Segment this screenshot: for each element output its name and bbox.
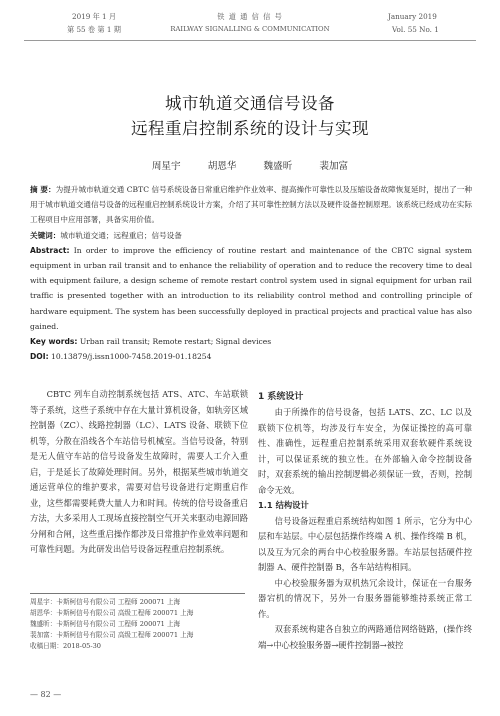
footnote-line: 魏盛昕：卡斯柯信号有限公司 工程师 200071 上海 [30,620,181,628]
body-paragraph: 由于所操作的信号设备，包括 LATS、ZC、LC 以及联锁下位机等，均涉及行车安全，为保证操控的高可靠性、准确性，远程重启控制系统采用双套软硬件系统设计，可以保证系统的独立性。在外部输入命令控制设备时，双套系统的输出控制逻辑必须保证一致，否则，控制命令无效。 [258,407,472,495]
journal-name-en: RAILWAY SIGNALLING & COMMUNICATION [170,25,330,33]
abstract-en-text: In order to improve the efficiency of routine restart and maintenance of the CBTC signal system equipment in urban rail transit and to enhance the reliability of operation and to reduce the recovery time to deal with equipment failure, a design scheme of remote restart control system used in signal equipment for urban rail traffic is presented together with an introduction to its reliability control method and controlling principle of hardware equipment. The system has been successfully deployed in practical projects and practical value has also gained. [30,245,472,331]
keywords-en-label: Key words: [30,337,78,347]
received-date: 收稿日期：2018-05-30 [30,642,101,650]
journal-header [0,0,500,44]
body-paragraph: 双套系统构建各自独立的两路通信网络链路，(操作终端→中心校验服务器→硬件控制器→被控 [258,624,472,650]
author-name: 魏盛昕 [263,161,293,172]
author-name: 裴加富 [319,161,349,172]
doi-text: 10.13879/j.issn1000-7458.2019-01.18254 [48,352,212,362]
footnote-line: 裴加富：卡斯柯信号有限公司 高级工程师 200071 上海 [30,631,194,639]
subsection-heading: 1.1 结构设计 [258,500,309,510]
keywords-cn [30,228,472,243]
doi-label: DOI: [30,352,49,362]
keywords-en-text: Urban rail transit; Remote restart; Signal devices [77,337,272,347]
abstract-cn [30,182,472,228]
header-volume: Vol. 55 No. 1 [392,25,439,34]
abstract-en [30,243,472,334]
header-month: January 2019 [388,12,437,21]
body-paragraph: 信号设备远程重启系统结构如图 1 所示，它分为中心层和车站层。中心层包括操作终端 A 机、操作终端 B 机，以及互为冗余的两台中心校验服务器。车站层包括硬件控制器 A、硬件控制器 B，各车站结构相同。 [258,515,472,572]
footnote-line: 胡恩华：卡斯柯信号有限公司 高级工程师 200071 上海 [30,609,194,617]
abstract-block [30,182,472,364]
article-title-line2: 远程重启控制系统的设计与实现 [131,119,369,138]
body-paragraph: 中心校验服务器为双机热冗余设计，保证在一台服务器宕机的情况下，另外一台服务器能够维持系统正常工作。 [258,577,472,619]
author-name: 胡恩华 [207,161,237,172]
keywords-en [30,334,472,349]
page-number: — 82 — [30,690,62,699]
journal-name-cn: 铁 道 通 信 信 号 [217,12,283,21]
right-column [258,389,472,653]
author-name: 周星宇 [151,161,181,172]
header-date: 2019 年 1 月 [72,12,117,21]
header-rule [24,40,476,41]
abstract-cn-text: 为提升城市轨道交通 CBTC 信号系统设备日常重启维护作业效率、提高操作可靠性以及压缩设备故障恢复延时，提出了一种用于城市轨道交通信号设备的远程重启控制系统设计方案，介绍了其可靠性控制方法以及硬件设备控制原理。该系统已经成功在实际工程项目中应用部署，具备实用价值。 [30,185,472,225]
abstract-en-label: Abstract: [30,245,70,255]
keywords-cn-label: 关键词： [30,230,61,240]
left-column [30,387,248,558]
footnotes [30,593,245,652]
author-list [0,158,500,172]
footnote-line: 周星宇：卡斯柯信号有限公司 工程师 200071 上海 [30,598,181,606]
abstract-cn-label: 摘 要： [30,185,56,194]
intro-paragraph: CBTC 列车自动控制系统包括 ATS、ATC、车站联锁等子系统，这些子系统中存在大量计算机设备，如轨旁区域控制器（ZC）、线路控制器（LC）、LATS 设备、联锁下位机等，分散在沿线各个车站信号机械室。当信号设备，特别是无人值守车站的信号设备发生故障时，需要人工介入重启，于是延长了故障处理时间。另外，根据某些城市轨道交通运营单位的维护要求，需要对信号设备进行定期重启作业，这些都需要耗费大量人力和时间。传统的信号设备重启方法，大多采用人工现场直接控制空气开关来驱动电源回路分闸和合闸，这些重启操作都涉及日常推护作业效率问题和可靠性问题。为此研发出信号设备远程重启控制系统。 [30,389,248,554]
section-heading: 1 系统设计 [258,392,304,402]
keywords-cn-text: 城市轨道交通；远程重启；信号设备 [60,230,182,240]
article-title-line1: 城市轨道交通信号设备 [165,94,335,113]
header-issue: 第 55 卷 第 1 期 [67,25,121,34]
doi-line [30,349,472,364]
